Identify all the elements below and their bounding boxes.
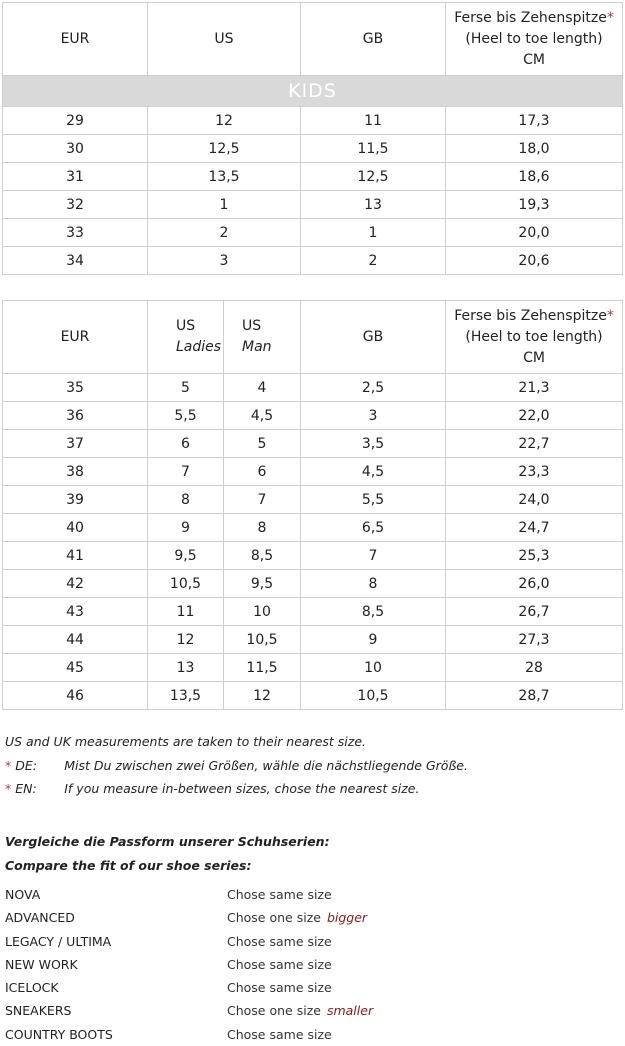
kids-header-star: * (606, 9, 614, 26)
series-name: NOVA (5, 887, 41, 902)
kids-cell-gb: 11 (301, 107, 446, 135)
kids-cell-eur: 31 (3, 163, 148, 191)
series-row (5, 883, 615, 906)
series-advice-text: Chose same size (227, 1026, 332, 1042)
adult-table-row (3, 402, 623, 430)
kids-header-cm-line3: CM (523, 51, 545, 68)
adult-cell-gb: 3 (301, 402, 446, 430)
note-general: US and UK measurements are taken to their nearest size. (5, 734, 367, 749)
adult-cell-gb: 10 (301, 654, 446, 682)
kids-cell-cm: 19,3 (446, 191, 623, 219)
adult-cell-us-ladies: 9 (148, 514, 224, 542)
kids-header-row (3, 3, 623, 76)
kids-header-eur: EUR (3, 3, 148, 76)
adult-size-table (2, 300, 623, 710)
adult-header-us-man-top: US (242, 318, 262, 334)
adult-cell-eur: 36 (3, 402, 148, 430)
kids-cell-us: 1 (148, 191, 301, 219)
series-name: ADVANCED (5, 910, 75, 926)
adult-table-row (3, 626, 623, 654)
adult-cell-us-man: 4,5 (224, 402, 301, 430)
compare-section (5, 830, 330, 877)
series-name: COUNTRY BOOTS (5, 1026, 113, 1042)
series-row (5, 976, 615, 999)
adult-cell-us-ladies: 9,5 (148, 542, 224, 570)
adult-table-row (3, 654, 623, 682)
adult-cell-gb: 10,5 (301, 682, 446, 710)
kids-table-row (3, 219, 623, 247)
series-advice (227, 976, 332, 999)
adult-header-row (3, 301, 623, 374)
series-advice-text: Chose same size (227, 887, 332, 902)
adult-cell-eur: 41 (3, 542, 148, 570)
adult-cell-us-ladies: 11 (148, 598, 224, 626)
adult-cell-cm: 24,7 (446, 514, 623, 542)
series-advice (227, 953, 332, 976)
adult-cell-cm: 27,3 (446, 626, 623, 654)
adult-cell-gb: 6,5 (301, 514, 446, 542)
adult-cell-cm: 28,7 (446, 682, 623, 710)
size-notes (5, 730, 468, 801)
kids-size-table (2, 2, 623, 275)
kids-header-cm (446, 3, 623, 76)
adult-header-cm-line2: (Heel to toe length) (465, 328, 603, 345)
note-en-label: EN: (15, 781, 37, 796)
adult-header-cm-line1: Ferse bis Zehenspitze (454, 307, 607, 324)
kids-header-gb: GB (301, 3, 446, 76)
adult-header-star: * (606, 307, 614, 324)
series-advice (227, 906, 367, 929)
series-advice (227, 930, 332, 953)
series-advice-emphasis: smaller (326, 1003, 374, 1019)
adult-header-us-ladies-top: US (176, 318, 196, 334)
note-en (5, 777, 468, 801)
kids-cell-cm: 20,0 (446, 219, 623, 247)
adult-table-row (3, 570, 623, 598)
adult-cell-eur: 40 (3, 514, 148, 542)
compare-heading-en: Compare the fit of our shoe series: (5, 857, 252, 873)
adult-cell-cm: 22,7 (446, 430, 623, 458)
kids-cell-cm: 18,6 (446, 163, 623, 191)
series-advice (227, 999, 373, 1022)
kids-cell-eur: 30 (3, 135, 148, 163)
adult-cell-us-ladies: 5,5 (148, 402, 224, 430)
adult-cell-gb: 2,5 (301, 374, 446, 402)
kids-header-cm-line2: (Heel to toe length) (465, 30, 603, 47)
kids-table-row (3, 247, 623, 275)
adult-cell-cm: 24,0 (446, 486, 623, 514)
adult-header-us-ladies (148, 301, 224, 374)
kids-cell-gb: 2 (301, 247, 446, 275)
kids-cell-us: 12,5 (148, 135, 301, 163)
adult-cell-us-ladies: 13 (148, 654, 224, 682)
adult-header-eur: EUR (3, 301, 148, 374)
kids-table-row (3, 135, 623, 163)
series-advice-text: Chose one size (227, 910, 321, 926)
note-de-text: Mist Du zwischen zwei Größen, wähle die nächstliegende Größe. (64, 757, 468, 773)
adult-table-row (3, 598, 623, 626)
adult-cell-cm: 22,0 (446, 402, 623, 430)
kids-cell-eur: 29 (3, 107, 148, 135)
kids-cell-eur: 32 (3, 191, 148, 219)
adult-cell-cm: 23,3 (446, 458, 623, 486)
adult-table-row (3, 682, 623, 710)
adult-header-gb: GB (301, 301, 446, 374)
adult-cell-eur: 35 (3, 374, 148, 402)
kids-header-us: US (148, 3, 301, 76)
compare-heading-de: Vergleiche die Passform unserer Schuhserien: (5, 834, 330, 849)
kids-band-row (3, 76, 623, 107)
adult-table-row (3, 374, 623, 402)
adult-cell-eur: 38 (3, 458, 148, 486)
adult-header-us-man (224, 301, 301, 374)
adult-cell-gb: 9 (301, 626, 446, 654)
kids-table-row (3, 191, 623, 219)
adult-cell-us-ladies: 7 (148, 458, 224, 486)
kids-cell-us: 13,5 (148, 163, 301, 191)
series-row (5, 953, 615, 976)
note-en-text: If you measure in-between sizes, chose the nearest size. (64, 781, 420, 796)
series-name: LEGACY / ULTIMA (5, 933, 112, 949)
adult-header-cm (446, 301, 623, 374)
adult-cell-gb: 4,5 (301, 458, 446, 486)
note-de (5, 754, 468, 778)
adult-cell-us-ladies: 10,5 (148, 570, 224, 598)
adult-cell-gb: 8 (301, 570, 446, 598)
kids-band-label: KIDS (3, 76, 623, 107)
kids-table-row (3, 163, 623, 191)
series-row (5, 930, 615, 953)
series-row (5, 906, 615, 929)
kids-header-cm-line1: Ferse bis Zehenspitze (454, 9, 607, 26)
note-de-star: * (5, 757, 12, 773)
adult-cell-us-man: 4 (224, 374, 301, 402)
adult-cell-eur: 37 (3, 430, 148, 458)
adult-cell-us-ladies: 13,5 (148, 682, 224, 710)
kids-cell-cm: 17,3 (446, 107, 623, 135)
adult-cell-eur: 39 (3, 486, 148, 514)
adult-cell-us-man: 10 (224, 598, 301, 626)
kids-cell-us: 3 (148, 247, 301, 275)
adult-cell-us-ladies: 5 (148, 374, 224, 402)
adult-cell-gb: 3,5 (301, 430, 446, 458)
adult-cell-eur: 42 (3, 570, 148, 598)
adult-cell-gb: 8,5 (301, 598, 446, 626)
adult-cell-us-ladies: 8 (148, 486, 224, 514)
adult-cell-eur: 44 (3, 626, 148, 654)
adult-table-row (3, 542, 623, 570)
adult-table-row (3, 514, 623, 542)
series-advice (227, 1023, 332, 1046)
adult-cell-us-man: 8 (224, 514, 301, 542)
adult-table-row (3, 486, 623, 514)
series-advice-text: Chose one size (227, 1003, 321, 1019)
adult-cell-us-man: 10,5 (224, 626, 301, 654)
adult-cell-cm: 26,0 (446, 570, 623, 598)
series-advice-text: Chose same size (227, 956, 332, 972)
adult-cell-eur: 43 (3, 598, 148, 626)
adult-header-us-ladies-sub: Ladies (176, 339, 222, 355)
adult-cell-us-man: 11,5 (224, 654, 301, 682)
series-advice-text: Chose same size (227, 980, 332, 996)
adult-table-row (3, 430, 623, 458)
adult-table-row (3, 458, 623, 486)
adult-cell-cm: 26,7 (446, 598, 623, 626)
note-de-label: DE: (15, 757, 37, 773)
kids-cell-us: 2 (148, 219, 301, 247)
series-advice (227, 883, 332, 906)
series-row (5, 999, 615, 1022)
adult-cell-eur: 45 (3, 654, 148, 682)
series-advice-emphasis: bigger (326, 910, 368, 926)
kids-table-row (3, 107, 623, 135)
adult-cell-us-man: 9,5 (224, 570, 301, 598)
kids-cell-gb: 13 (301, 191, 446, 219)
adult-cell-eur: 46 (3, 682, 148, 710)
kids-cell-eur: 34 (3, 247, 148, 275)
kids-cell-cm: 18,0 (446, 135, 623, 163)
adult-header-cm-line3: CM (523, 349, 545, 366)
adult-cell-gb: 7 (301, 542, 446, 570)
series-row (5, 1023, 615, 1046)
adult-cell-gb: 5,5 (301, 486, 446, 514)
adult-cell-us-man: 12 (224, 682, 301, 710)
adult-cell-us-ladies: 12 (148, 626, 224, 654)
adult-cell-cm: 28 (446, 654, 623, 682)
series-name: NEW WORK (5, 956, 78, 972)
adult-header-us-man-sub: Man (242, 339, 272, 355)
note-en-star: * (5, 781, 12, 796)
adult-cell-us-man: 7 (224, 486, 301, 514)
kids-cell-eur: 33 (3, 219, 148, 247)
kids-cell-gb: 1 (301, 219, 446, 247)
adult-cell-us-man: 5 (224, 430, 301, 458)
adult-cell-us-ladies: 6 (148, 430, 224, 458)
adult-cell-cm: 21,3 (446, 374, 623, 402)
adult-cell-us-man: 6 (224, 458, 301, 486)
series-fit-list (5, 883, 615, 1046)
series-name: SNEAKERS (5, 1003, 72, 1019)
adult-cell-us-man: 8,5 (224, 542, 301, 570)
kids-cell-us: 12 (148, 107, 301, 135)
kids-cell-gb: 11,5 (301, 135, 446, 163)
series-advice-text: Chose same size (227, 933, 332, 949)
series-name: ICELOCK (5, 980, 59, 996)
kids-cell-gb: 12,5 (301, 163, 446, 191)
kids-cell-cm: 20,6 (446, 247, 623, 275)
adult-cell-cm: 25,3 (446, 542, 623, 570)
